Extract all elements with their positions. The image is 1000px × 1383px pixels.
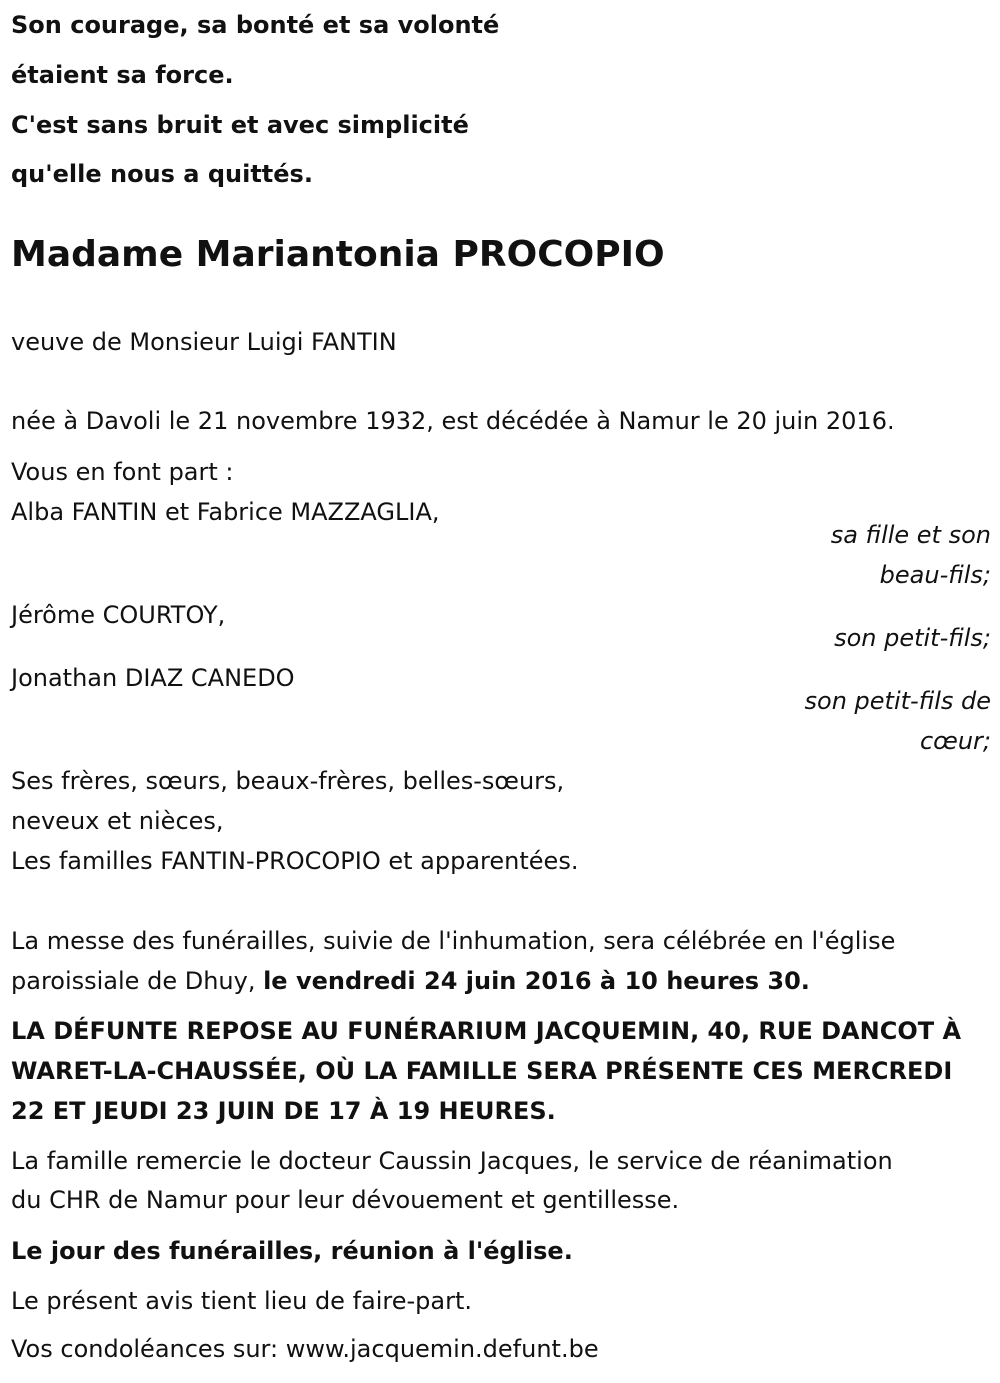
epigraph-line: étaient sa force. [11,61,234,89]
funeral-place: paroissiale de Dhuy, [11,967,264,995]
family-member-relation: cœur; [919,727,991,755]
repose-line: LA DÉFUNTE REPOSE AU FUNÉRARIUM JACQUEMIN, 40, RUE DANCOT À [11,1017,962,1045]
family-member-name: Jonathan DIAZ CANEDO [11,664,295,692]
repose-line: 22 ET JEUDI 23 JUIN DE 17 À 19 HEURES. [11,1097,556,1125]
condolences-link: Vos condoléances sur: www.jacquemin.defunt.be [11,1335,599,1363]
epigraph-line: Son courage, sa bonté et sa volonté [11,11,500,39]
epigraph-line: C'est sans bruit et avec simplicité [11,111,469,139]
family-member-relation: beau-fils; [879,561,991,589]
funeral-line [11,966,810,996]
widow-of: veuve de Monsieur Luigi FANTIN [11,328,397,356]
announce-intro: Vous en font part : [11,458,234,486]
family-member-relation: sa fille et son [830,521,991,549]
repose-line: WARET-LA-CHAUSSÉE, OÙ LA FAMILLE SERA PRÉSENTE CES MERCREDI [11,1057,953,1085]
epigraph-line: qu'elle nous a quittés. [11,160,313,188]
thanks-line: La famille remercie le docteur Caussin Jacques, le service de réanimation [11,1147,893,1175]
deceased-name: Madame Mariantonia PROCOPIO [11,234,665,275]
family-member-name: Jérôme COURTOY, [11,601,226,629]
funeral-line: La messe des funérailles, suivie de l'inhumation, sera célébrée en l'église [11,927,896,955]
family-member-name: Alba FANTIN et Fabrice MAZZAGLIA, [11,498,440,526]
notice-note: Le présent avis tient lieu de faire-part. [11,1287,473,1315]
extended-family-line: Les familles FANTIN-PROCOPIO et apparentées. [11,847,579,875]
family-member-relation: son petit-fils de [804,687,991,715]
family-member-relation: son petit-fils; [834,624,991,652]
thanks-line: du CHR de Namur pour leur dévouement et gentillesse. [11,1186,680,1214]
extended-family-line: Ses frères, sœurs, beaux-frères, belles-sœurs, [11,767,565,795]
extended-family-line: neveux et nièces, [11,807,224,835]
gathering-note: Le jour des funérailles, réunion à l'église. [11,1237,573,1265]
birth-death-line: née à Davoli le 21 novembre 1932, est décédée à Namur le 20 juin 2016. [11,407,895,435]
funeral-datetime: le vendredi 24 juin 2016 à 10 heures 30. [263,967,810,995]
